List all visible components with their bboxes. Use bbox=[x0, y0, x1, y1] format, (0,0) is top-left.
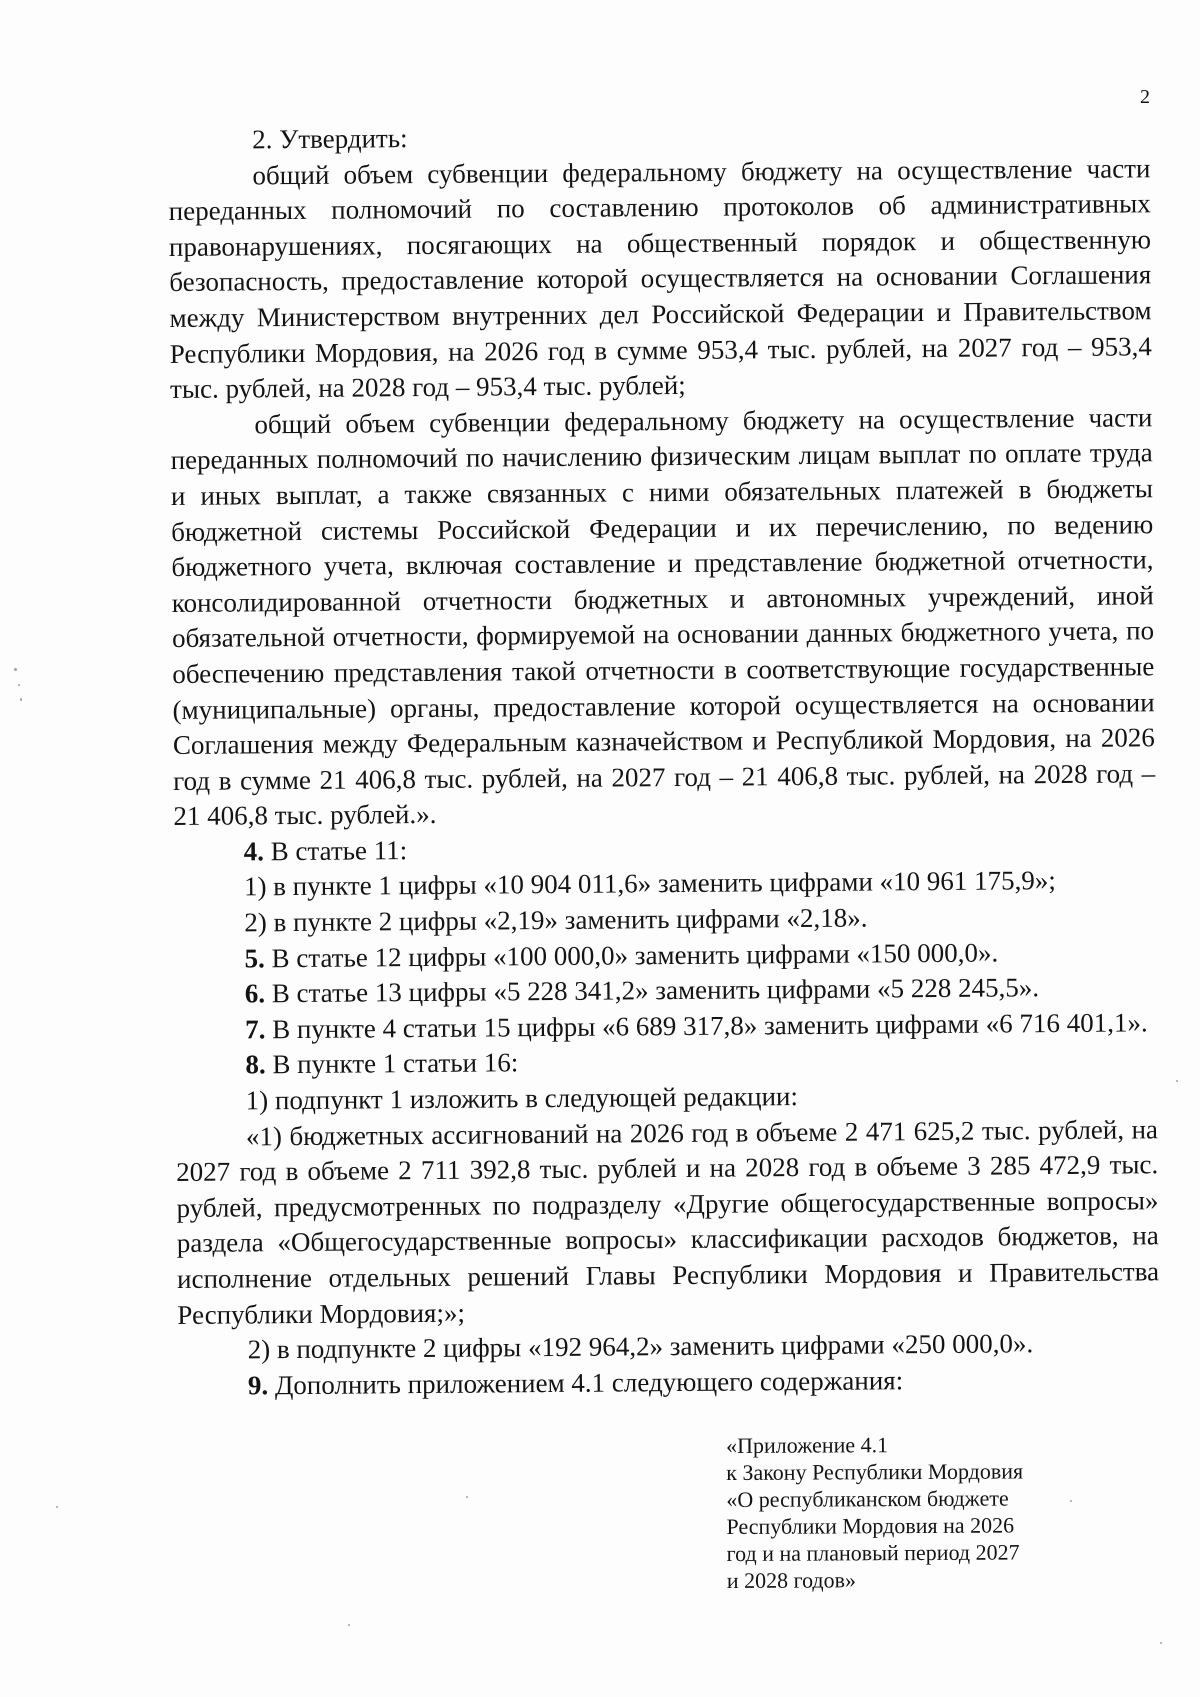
item-5-text: В статье 12 цифры «100 000,0» заменить цифрами «150 000,0». bbox=[264, 937, 999, 973]
item-4-sub-1: 1) в пункте 1 цифры «10 904 011,6» заменить цифрами «10 961 175,9»; bbox=[243, 865, 1056, 902]
paragraph-subvention-2: общий объем субвенции федеральному бюджету на осуществление части переданных полномочий по начислению физическим лицам выплат по оплате труда и иных выплат, а также связанных с ними обязательных платежей в бюджеты бюджетной системы Российской Федерации и их перечислению, по ведению бюджетного учета, включая составление и представление бюджетной отчетности, консолидированной отчетности бюджетных и автономных учреждений, иной обязательной отчетности, формируемой на основании данных бюджетного учета, по обеспечению представления такой отчетности в соответствующие государственные (муниципальные) органы, предоставление которой осуществляется на основании Соглашения между Федеральным казначейством и Республикой Мордовия, на 2026 год в сумме 21 406,8 тыс. рублей, на 2027 год – 21 406,8 тыс. рублей, на 2028 год – 21 406,8 тыс. рублей.». bbox=[170, 402, 1156, 832]
item-4-number: 4. bbox=[243, 836, 265, 867]
item-9-text: Дополнить приложением 4.1 следующего содержания: bbox=[268, 1365, 904, 1401]
item-6-text: В статье 13 цифры «5 228 341,2» заменить цифрами «5 228 245,5». bbox=[264, 972, 1040, 1009]
appendix-line-6: и 2028 годов» bbox=[726, 1567, 857, 1593]
item-4-sub-2: 2) в пункте 2 цифры «2,19» заменить цифрами «2,18». bbox=[244, 902, 868, 938]
item-8-text: В пункте 1 статьи 16: bbox=[265, 1047, 519, 1080]
appendix-line-5: год и на плановый период 2027 bbox=[726, 1539, 1020, 1566]
item-5-number: 5. bbox=[244, 942, 265, 974]
appendix-line-4: Республики Мордовия на 2026 bbox=[726, 1512, 1015, 1539]
document-body bbox=[168, 115, 1160, 1404]
page-number: 2 bbox=[1140, 86, 1150, 108]
scan-speck bbox=[14, 668, 17, 671]
appendix-line-3: «О республиканском бюджете bbox=[726, 1485, 1009, 1512]
scan-speck bbox=[466, 1496, 468, 1498]
item-7-text: В пункте 4 статьи 15 цифры «6 689 317,8» заменить цифрами «6 716 401,1». bbox=[265, 1007, 1148, 1045]
item-7-number: 7. bbox=[245, 1014, 266, 1045]
item-8-number: 8. bbox=[245, 1049, 266, 1080]
appendix-line-2: к Закону Республики Мордовия bbox=[726, 1458, 1024, 1485]
paragraph-subvention-1: общий объем субвенции федеральному бюджету на осуществление части переданных полномочий по составлению протоколов об административных правонарушениях, посягающих на общественный порядок и общественную безопасность, предоставление которой осуществляется на основании Соглашения между Министерством внутренних дел Российской Федерации и Правительством Республики Мордовия, на 2026 год в сумме 953,4 тыс. рублей, на 2027 год – 953,4 тыс. рублей, на 2028 год – 953,4 тыс. рублей; bbox=[168, 152, 1152, 405]
scan-speck bbox=[348, 1624, 350, 1626]
item-9 bbox=[178, 1361, 1160, 1404]
scan-speck bbox=[1160, 1642, 1162, 1644]
heading-approve: 2. Утвердить: bbox=[252, 123, 408, 155]
appendix-line-1: «Приложение 4.1 bbox=[726, 1432, 889, 1458]
item-8-sub-1: 1) подпункт 1 изложить в следующей редакции: bbox=[245, 1081, 799, 1116]
appendix-header bbox=[726, 1430, 1107, 1594]
item-8-quote: «1) бюджетных ассигнований на 2026 год в объеме 2 471 625,2 тыс. рублей, на 2027 год в объеме 2 711 392,8 тыс. рублей и на 2028 год в объеме 3 285 472,9 тыс. рублей, предусмотренных по подразделу «Другие общегосударственные вопросы» раздела «Общегосударственные вопросы» классификации расходов бюджетов, на исполнение отдельных решений Главы Республики Мордовия и Правительства Республики Мордовия;»; bbox=[176, 1113, 1160, 1330]
item-8-sub-2: 2) в подпункте 2 цифры «192 964,2» заменить цифрами «250 000,0». bbox=[247, 1328, 1034, 1365]
item-4-text: В статье 11: bbox=[263, 835, 408, 867]
scan-speck bbox=[1176, 1080, 1178, 1082]
item-6-number: 6. bbox=[244, 978, 266, 1009]
scan-speck bbox=[20, 698, 22, 701]
scan-speck bbox=[1070, 1500, 1072, 1502]
item-9-number: 9. bbox=[247, 1370, 269, 1401]
scan-speck bbox=[56, 1506, 58, 1508]
scan-speck bbox=[18, 684, 20, 686]
